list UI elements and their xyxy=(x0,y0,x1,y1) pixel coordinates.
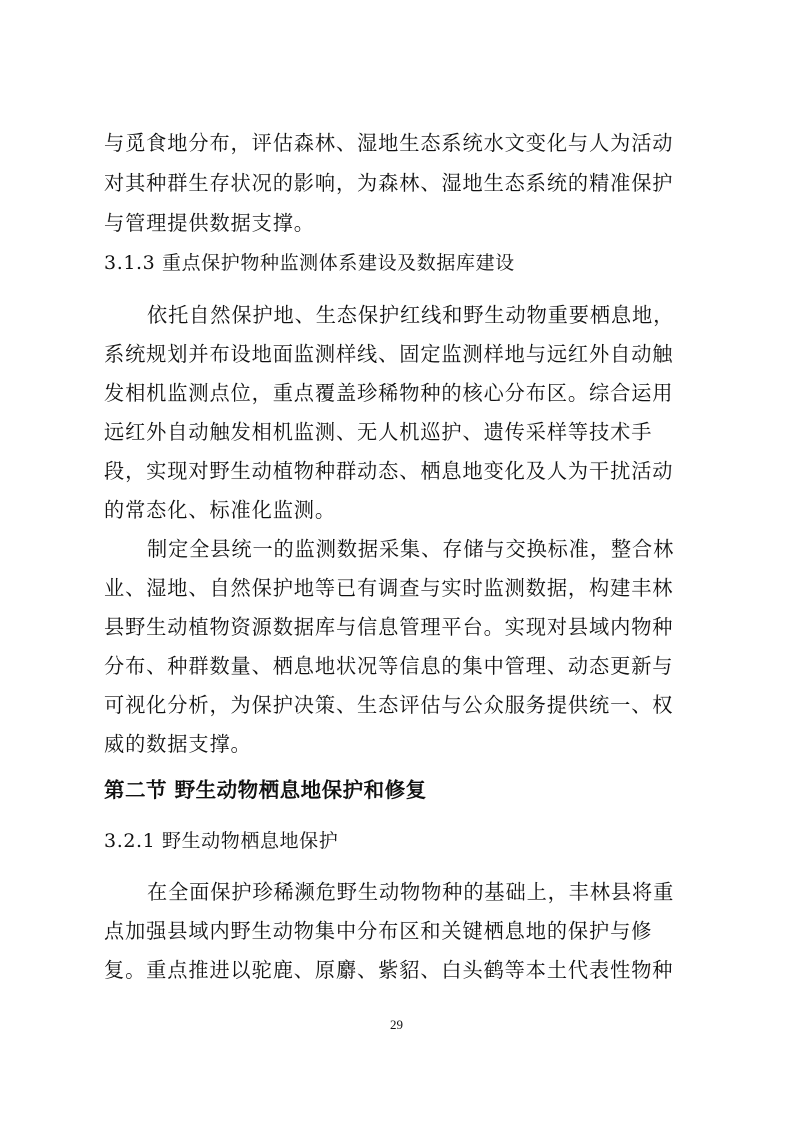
paragraph-line: 制定全县统一的监测数据采集、存储与交换标准，整合林 xyxy=(147,537,675,561)
paragraph-line: 的常态化、标准化监测。 xyxy=(104,498,336,522)
paragraph-line: 分布、种群数量、栖息地状况等信息的集中管理、动态更新与 xyxy=(104,654,674,678)
subsection-heading-3-2-1: 3.2.1 野生动物栖息地保护 xyxy=(104,830,339,852)
paragraph-line: 业、湿地、自然保护地等已有调查与实时监测数据，构建丰林 xyxy=(104,576,674,600)
subsection-heading-3-1-3: 3.1.3 重点保护物种监测体系建设及数据库建设 xyxy=(104,252,515,274)
paragraph-line: 系统规划并布设地面监测样线、固定监测样地与远红外自动触 xyxy=(104,342,674,366)
paragraph-line: 在全面保护珍稀濒危野生动物物种的基础上，丰林县将重 xyxy=(147,880,675,904)
paragraph-line: 复。重点推进以驼鹿、原麝、紫貂、白头鹤等本土代表性物种 xyxy=(104,958,674,982)
paragraph-line: 发相机监测点位，重点覆盖珍稀物种的核心分布区。综合运用 xyxy=(104,381,674,405)
paragraph-line: 与管理提供数据支撑。 xyxy=(104,211,315,235)
page-number: 29 xyxy=(390,1017,403,1032)
paragraph-line: 远红外自动触发相机监测、无人机巡护、遗传采样等技术手 xyxy=(104,420,653,444)
paragraph-line: 可视化分析，为保护决策、生态评估与公众服务提供统一、权 xyxy=(104,693,674,717)
paragraph-line: 威的数据支撑。 xyxy=(104,732,252,756)
paragraph-line: 点加强县域内野生动物集中分布区和关键栖息地的保护与修 xyxy=(104,919,653,943)
paragraph-line: 与觅食地分布，评估森林、湿地生态系统水文变化与人为活动 xyxy=(104,131,674,155)
paragraph-line: 段，实现对野生动植物种群动态、栖息地变化及人为干扰活动 xyxy=(104,459,674,483)
paragraph-line: 县野生动植物资源数据库与信息管理平台。实现对县域内物种 xyxy=(104,615,674,639)
paragraph-line: 依托自然保护地、生态保护红线和野生动物重要栖息地， xyxy=(147,303,675,327)
paragraph-line: 对其种群生存状况的影响，为森林、湿地生态系统的精准保护 xyxy=(104,171,674,195)
section-heading-2: 第二节 野生动物栖息地保护和修复 xyxy=(104,778,427,802)
